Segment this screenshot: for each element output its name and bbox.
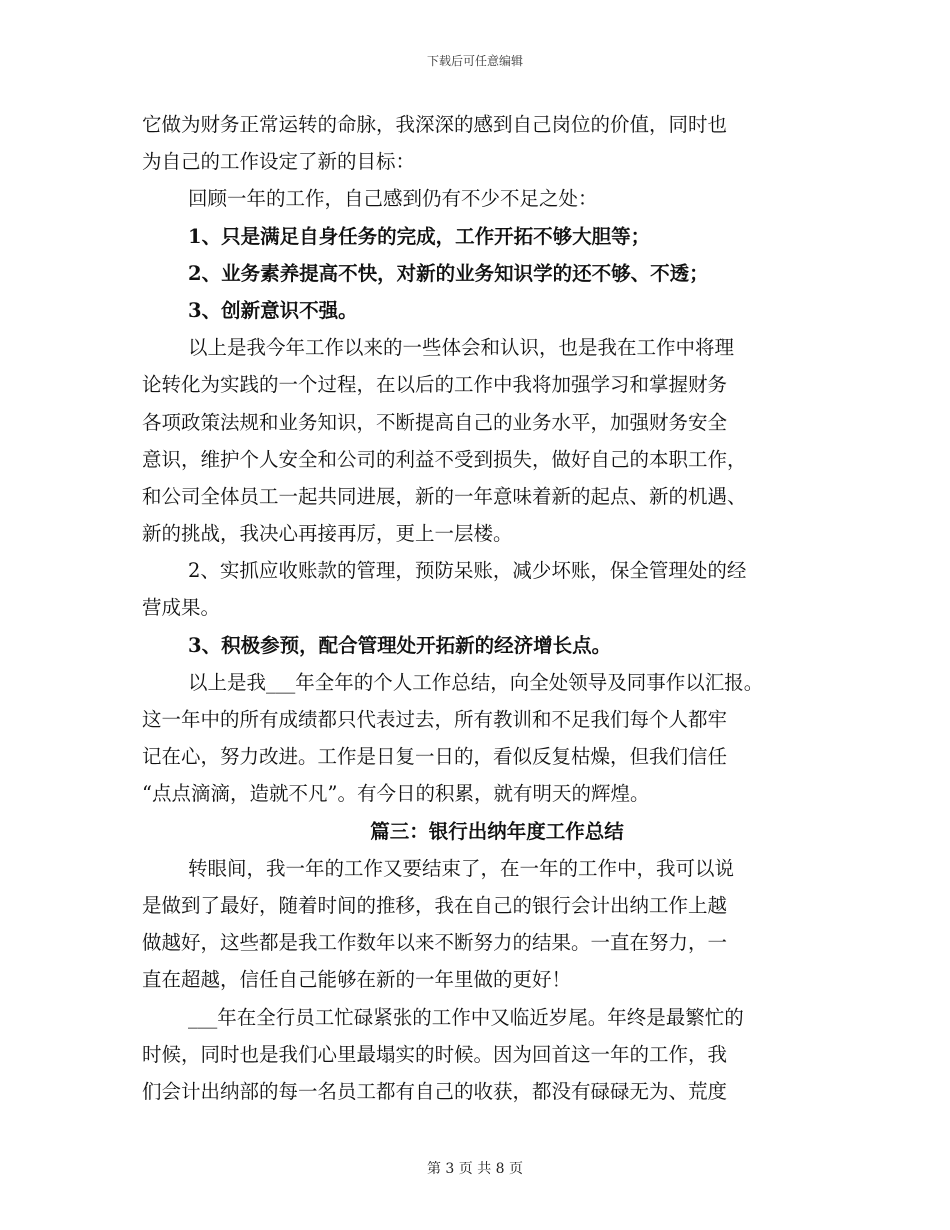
text-line: 以上是我今年工作以来的一些体会和认识，也是我在工作中将理 <box>188 336 735 360</box>
text-line: 这一年中的所有成绩都只代表过去，所有教训和不足我们每个人都牢 <box>142 708 728 731</box>
text-line: 1、只是满足自身任务的完成，工作开拓不够大胆等； <box>188 224 651 248</box>
text-line: ___年在全行员工忙碌紧张的工作中又临近岁尾。年终是最繁忙的 <box>188 1005 744 1029</box>
text-line: 以上是我___年全年的个人工作总结，向全处领导及同事作以汇报。 <box>188 670 764 694</box>
text-line: 时候，同时也是我们心里最塌实的时候。因为回首这一年的工作，我 <box>142 1042 728 1066</box>
text-line: 它做为财务正常运转的命脉，我深深的感到自己岗位的价值，同时也 <box>142 113 728 136</box>
text-line: 们会计出纳部的每一名员工都有自己的收获，都没有碌碌无为、荒度 <box>142 1079 728 1103</box>
text-line: 记在心，努力改进。工作是日复一日的，看似反复枯燥，但我们信任 <box>142 745 728 769</box>
text-line: 2、业务素养提高不快，对新的业务知识学的还不够、不透； <box>188 261 709 285</box>
text-line: 营成果。 <box>142 596 221 620</box>
text-line: 和公司全体员工一起共同进展，新的一年意味着新的起点、新的机遇、 <box>142 484 747 508</box>
section-heading: 篇三：银行出纳年度工作总结 <box>370 819 624 843</box>
text-line: 直在超越，信任自己能够在新的一年里做的更好！ <box>142 968 572 992</box>
text-line: 是做到了最好，随着时间的推移，我在自己的银行会计出纳工作上越 <box>142 893 728 917</box>
document-body <box>142 106 812 1110</box>
text-line: 各项政策法规和业务知识，不断提高自己的业务水平，加强财务安全 <box>142 410 728 434</box>
text-line: 论转化为实践的一个过程，在以后的工作中我将加强学习和掌握财务 <box>142 373 728 397</box>
text-line: 2、实抓应收账款的管理，预防呆账，减少坏账，保全管理处的经 <box>188 559 747 583</box>
text-line: “点点滴滴，造就不凡”。有今日的积累，就有明天的辉煌。 <box>142 782 650 806</box>
text-line: 回顾一年的工作，自己感到仍有不少不足之处： <box>188 187 598 211</box>
text-line: 转眼间，我一年的工作又要结束了，在一年的工作中，我可以说 <box>188 856 735 880</box>
text-line: 为自己的工作设定了新的目标： <box>142 150 416 174</box>
text-line: 3、积极参预，配合管理处开拓新的经济增长点。 <box>188 633 612 657</box>
text-line: 做越好，这些都是我工作数年以来不断努力的结果。一直在努力，一 <box>142 931 728 955</box>
page-header: 下载后可任意编辑 <box>426 54 523 68</box>
text-line: 新的挑战，我决心再接再厉，更上一层楼。 <box>142 522 513 546</box>
page-footer: 第 3 页 共 8 页 <box>426 1161 524 1177</box>
text-line: 意识，维护个人安全和公司的利益不受到损失，做好自己的本职工作， <box>142 447 747 471</box>
text-line: 3、创新意识不强。 <box>188 298 358 322</box>
